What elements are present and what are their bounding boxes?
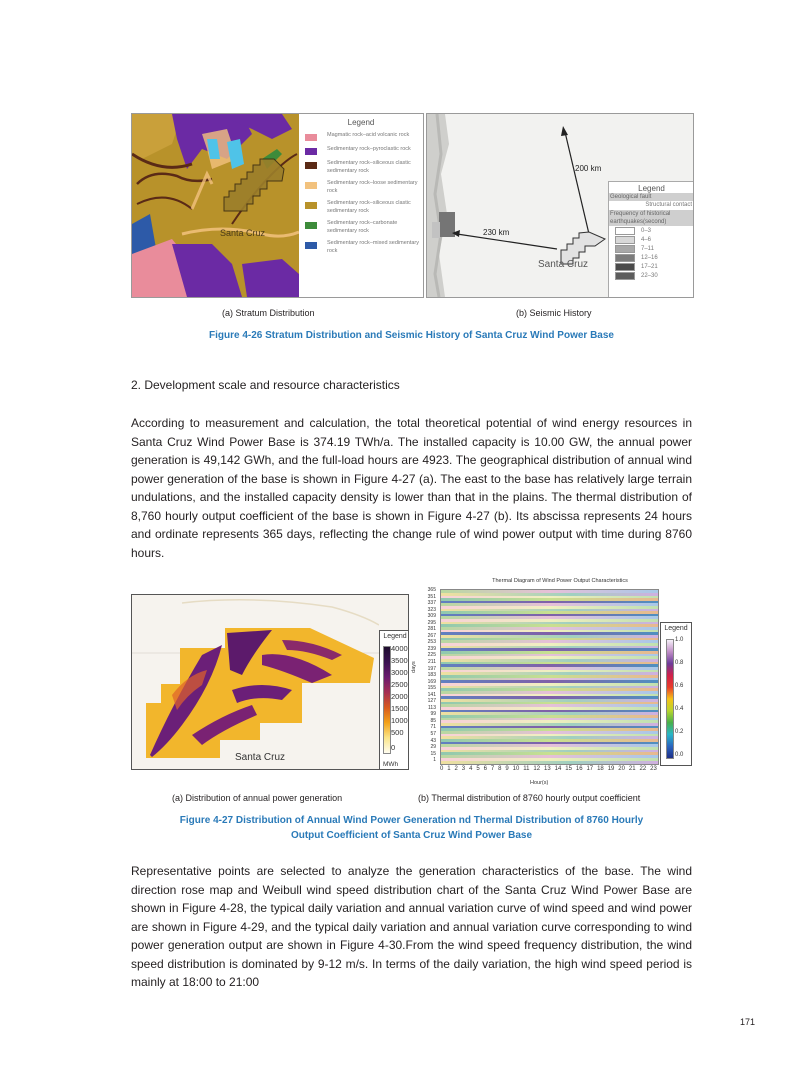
legend-swatch — [615, 254, 635, 262]
legend-tick: 0.6 — [675, 683, 684, 689]
distance-label-200km: 200 km — [575, 164, 602, 173]
legend-item — [615, 254, 694, 262]
legend-swatch — [615, 263, 635, 271]
legend-title: Legend — [383, 633, 407, 640]
legend-title: Legend — [664, 625, 688, 632]
x-tick: 16 — [575, 766, 583, 772]
x-tick: 11 — [523, 766, 530, 772]
page-number: 171 — [739, 1017, 755, 1027]
legend-label: Sedimentary rock–loose sedimentary rock — [327, 180, 418, 194]
santa-cruz-label: Santa Cruz — [235, 752, 286, 763]
y-tick: 85 — [430, 717, 436, 724]
santa-cruz-label: Santa Cruz — [220, 228, 266, 238]
legend-swatch — [305, 242, 317, 249]
figure-4-27-caption-line-2: Output Coefficient of Santa Cruz Wind Power Base — [290, 830, 533, 841]
thermal-y-axis-label: days — [410, 661, 417, 673]
legend-tick: 1500 — [391, 704, 408, 713]
legend-label: Sedimentary rock–mixed sedimentary rock — [327, 240, 420, 254]
legend-tick: 0.2 — [675, 729, 684, 735]
thermal-x-axis-label: Hour(s) — [530, 780, 549, 786]
legend-swatch — [615, 227, 635, 235]
y-tick: 1 — [433, 757, 436, 764]
legend-swatch — [305, 182, 317, 189]
stratum-distribution-map — [131, 113, 424, 298]
legend-label: 7–11 — [641, 245, 654, 252]
x-tick: 19 — [607, 766, 615, 772]
thermal-y-ticks — [420, 587, 436, 764]
legend-swatch — [305, 148, 317, 155]
y-tick: 71 — [430, 724, 436, 731]
thermal-heatmap-graphic — [441, 590, 658, 764]
x-tick: 1 — [447, 766, 451, 772]
legend-tick: 3000 — [391, 668, 408, 677]
paragraph-1: According to measurement and calculation, the total theoretical potential of wind energy resources in Santa Cruz Wind Power Base is 374.19 TWh/a. The installed capacity is 10.00 GW, the annual power generation is 49,142 GWh, and the full-load hours are 4923. The geographical distribution of annual wind power generation of the base is shown in Figure 4-27 (a). The east to the base has relatively large terrain undulations, and the installed capacity density is lower than that in the plains. The thermal distribution of 8,760 hourly output coefficient of the base is shown in Figure 4-27 (b). Its abscissa represents 24 hours and ordinate represents 365 days, reflecting the change rule of wind power output with time during 8760 hours. — [131, 416, 692, 560]
legend-tick: 0.4 — [675, 706, 684, 712]
power-legend — [379, 630, 409, 770]
legend-label: Sedimentary rock–siliceous clastic sedimentary rock — [327, 160, 411, 174]
x-tick: 23 — [650, 766, 657, 772]
x-tick: 21 — [628, 766, 636, 772]
x-tick: 22 — [639, 766, 647, 772]
legend-tick: 500 — [391, 728, 404, 737]
legend-tick: 4000 — [391, 644, 408, 653]
legend-title: Legend — [638, 184, 665, 193]
x-tick: 12 — [533, 766, 541, 772]
y-tick: 169 — [427, 678, 436, 685]
coefficient-colorbar — [666, 639, 674, 759]
x-tick: 2 — [454, 766, 458, 772]
legend-swatch — [305, 222, 317, 229]
y-tick: 309 — [427, 613, 436, 620]
y-tick: 155 — [427, 685, 436, 692]
x-tick: 17 — [586, 766, 594, 772]
legend-label: Sedimentary rock–siliceous clastic sedimentary rock — [327, 200, 411, 214]
x-tick: 10 — [512, 766, 520, 772]
x-tick: 13 — [544, 766, 551, 772]
y-tick: 29 — [430, 744, 436, 751]
y-tick: 239 — [427, 645, 436, 652]
x-tick: 8 — [498, 766, 502, 772]
thermal-x-ticks — [440, 766, 657, 772]
legend-tick: 0.0 — [675, 752, 684, 758]
legend-label: 17–21 — [641, 263, 658, 270]
legend-label: Sedimentary rock–carbonate sedimentary rock — [327, 220, 398, 234]
power-map-graphic — [132, 595, 379, 769]
y-tick: 365 — [427, 587, 436, 593]
legend-swatch — [305, 134, 317, 141]
figure-4-26-caption: Figure 4-26 Stratum Distribution and Seismic History of Santa Cruz Wind Power Base — [209, 330, 614, 341]
y-tick: 127 — [427, 698, 436, 705]
legend-item — [305, 179, 423, 195]
x-tick: 9 — [505, 766, 509, 772]
legend-tick: 0.8 — [675, 660, 684, 666]
thermal-heatmap — [440, 589, 659, 765]
legend-item — [305, 199, 423, 215]
legend-tick: 2000 — [391, 692, 408, 701]
legend-item — [305, 219, 423, 235]
legend-swatch — [615, 236, 635, 244]
santa-cruz-label: Santa Cruz — [538, 259, 589, 270]
y-tick: 351 — [427, 593, 436, 600]
thermal-chart-title: Thermal Diagram of Wind Power Output Characteristics — [492, 578, 628, 584]
legend-frequency-title: Frequency of historical earthquakes(second) — [609, 210, 694, 226]
figure-4-27a-sublabel: (a) Distribution of annual power generation — [172, 793, 343, 803]
legend-item — [305, 239, 423, 255]
seismic-legend — [608, 181, 694, 298]
legend-tick: 1.0 — [675, 637, 684, 643]
legend-item — [615, 272, 694, 280]
x-tick: 7 — [490, 766, 495, 772]
legend-item — [305, 131, 423, 141]
seismic-history-map — [426, 113, 694, 298]
legend-label: Magmatic rock–acid volcanic rock — [327, 132, 410, 138]
x-tick: 20 — [618, 766, 625, 772]
x-tick: 18 — [597, 766, 604, 772]
y-tick: 57 — [430, 731, 436, 738]
section-heading: 2. Development scale and resource characteristics — [131, 378, 400, 392]
y-tick: 113 — [428, 704, 436, 711]
coefficient-legend — [660, 622, 692, 766]
y-tick: 323 — [427, 606, 436, 613]
legend-tick: 3500 — [391, 656, 408, 665]
legend-item — [305, 159, 423, 175]
y-tick: 281 — [427, 626, 436, 633]
legend-item — [615, 263, 694, 271]
legend-swatch — [615, 272, 635, 280]
legend-title: Legend — [347, 118, 375, 127]
legend-tick: 0 — [391, 743, 396, 752]
legend-swatch — [305, 202, 317, 209]
legend-label: 22–30 — [641, 272, 658, 279]
legend-tick: 1000 — [391, 716, 408, 725]
figure-4-26a-sublabel: (a) Stratum Distribution — [222, 308, 315, 318]
y-tick: 267 — [427, 632, 436, 639]
geology-map-graphic — [132, 114, 299, 297]
y-tick: 337 — [427, 600, 436, 607]
legend-label: 12–16 — [641, 254, 658, 261]
figure-4-26b-sublabel: (b) Seismic History — [516, 308, 592, 318]
x-tick: 5 — [476, 766, 480, 772]
y-tick: 141 — [427, 691, 436, 698]
legend-item — [615, 245, 694, 253]
y-tick: 15 — [430, 750, 436, 757]
y-tick: 183 — [427, 672, 436, 679]
figure-4-27-caption-line-1: Figure 4-27 Distribution of Annual Wind Power Generation nd Thermal Distribution of 8760 Hourly — [179, 815, 644, 826]
legend-swatch — [305, 162, 317, 169]
x-tick: 6 — [483, 766, 487, 772]
y-tick: 253 — [427, 639, 436, 646]
legend-item — [615, 227, 694, 235]
legend-structural-contact: Structural contact — [645, 202, 692, 208]
legend-swatch — [615, 245, 635, 253]
legend-item — [305, 145, 423, 155]
legend-unit: MWh — [383, 761, 399, 768]
stratum-legend — [299, 114, 423, 297]
x-tick: 15 — [565, 766, 572, 772]
y-tick: 295 — [427, 619, 436, 626]
legend-label: Sedimentary rock–pyroclastic rock — [327, 146, 411, 152]
legend-label: 4–6 — [641, 236, 652, 243]
y-tick: 99 — [430, 711, 436, 718]
distance-label-230km: 230 km — [483, 228, 510, 237]
power-colorbar — [383, 646, 391, 754]
annual-power-generation-map — [131, 594, 409, 770]
legend-tick: 2500 — [391, 680, 408, 689]
x-tick: 4 — [469, 766, 473, 772]
x-tick: 3 — [461, 766, 466, 772]
y-tick: 197 — [427, 665, 436, 672]
y-tick: 225 — [427, 652, 436, 659]
legend-label: 0–3 — [641, 227, 652, 234]
x-tick: 0 — [440, 766, 444, 772]
legend-item — [615, 236, 694, 244]
y-tick: 211 — [428, 659, 436, 666]
legend-geological-fault: Geological fault — [609, 193, 694, 201]
figure-4-27b-sublabel: (b) Thermal distribution of 8760 hourly output coefficient — [418, 793, 641, 803]
y-tick: 43 — [430, 737, 436, 744]
x-tick: 14 — [554, 766, 562, 772]
paragraph-2: Representative points are selected to analyze the generation characteristics of the base. The wind direction rose map and Weibull wind speed distribution chart of the Santa Cruz Wind Power Base are shown in Figure 4-28, the typical daily variation and annual variation curve of wind speed and wind power are shown in Figure 4-29, and the typical daily variation and annual variation curve corresponding to wind power generation output are shown in Figure 4-30.From the wind speed frequency distribution, the wind speed distribution is dominated by 9-12 m/s. In terms of the daily variation, the high wind speed period is mainly at 18:00 to 21:00 — [131, 864, 692, 989]
